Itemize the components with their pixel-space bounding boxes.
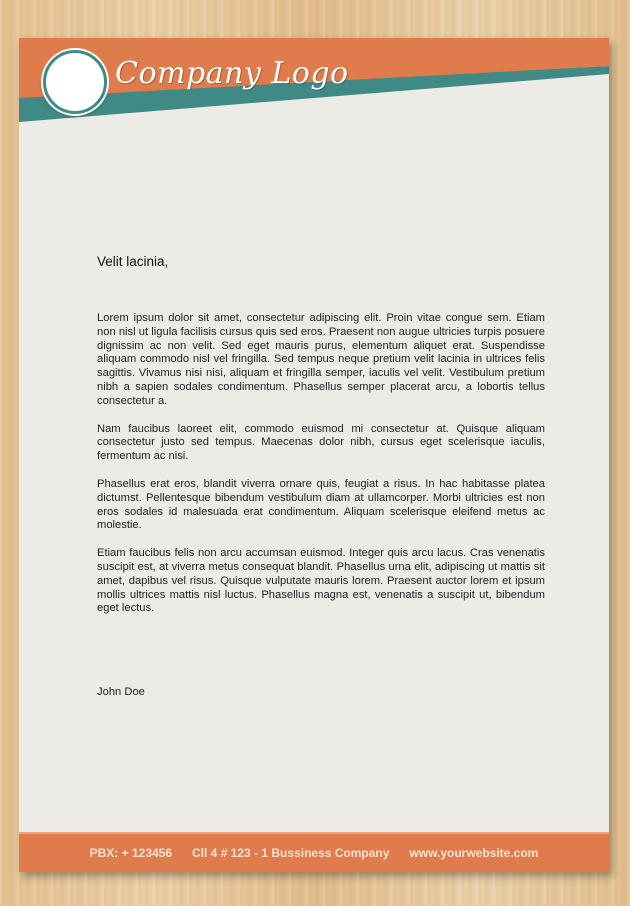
footer-address: Cll 4 # 123 - 1 Bussiness Company <box>192 846 390 860</box>
footer-website: www.yourwebsite.com <box>409 846 539 860</box>
signature-name: John Doe <box>97 686 145 698</box>
body-paragraph: Phasellus erat eros, blandit viverra ornare quis, feugiat a risus. In hac habitasse platea dictumst. Pellentesque bibendum vestibulum diam at ullamcorper. Morbi ultricies est non eros sodales id malesuada erat condimentum. Aliquam scelerisque eleifend metus ac molestie. <box>97 477 545 532</box>
body-paragraph: Nam faucibus laoreet elit, commodo euismod mi consectetur at. Quisque aliquam consectetur justo sed tempus. Maecenas dolor nibh, cursus eget scelerisque iaculis, fermentum ac nisi. <box>97 422 545 463</box>
letterhead-page <box>19 38 609 872</box>
body-paragraph: Etiam faucibus felis non arcu accumsan euismod. Integer quis arcu lacus. Cras venenatis suscipit est, at viverra metus consequat blandit. Phasellus urna elit, adipiscing ut mattis sit amet, dapibus vel risus. Quisque vulputate mauris lorem. Praesent auctor lorem et ipsum mollis ultrices mattis nisl luctus. Phasellus magna est, venenatis a suscipit ut, bibendum eget lectus. <box>97 547 545 615</box>
footer-bar <box>19 832 609 872</box>
logo-circle-icon <box>43 50 107 114</box>
body-paragraph: Lorem ipsum dolor sit amet, consectetur adipiscing elit. Proin vitae congue sem. Etiam non nisl ut ligula facilisis cursus quis sed eros. Praesent non augue ultricies turpis posuere dignissim ac non velit. Sed eget mauris purus, elementum aliquet erat. Suspendisse aliquam commodo nisl vel fringilla. Sed tempus neque pretium velit lacinia in ultrices felis sagittis. Vivamus nisi nisi, aliquam et fringilla semper, iaculis vel velit. Vestibulum pretium nibh a sapien sodales condimentum. Phasellus semper placerat arcu, a lobortis tellus consectetur a. <box>97 312 545 407</box>
footer-phone: PBX: + 123456 <box>89 846 173 860</box>
salutation: Velit lacinia, <box>97 254 169 269</box>
company-logo-text: Company Logo <box>115 56 349 91</box>
letter-body <box>97 312 545 630</box>
